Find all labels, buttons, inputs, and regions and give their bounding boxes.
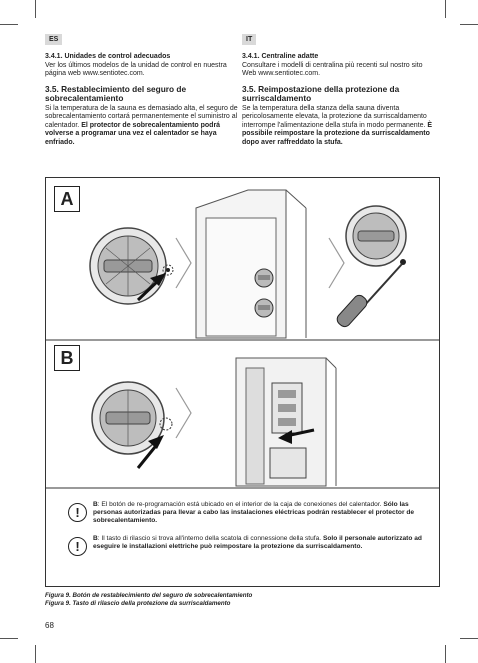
it-section-341 (242, 53, 435, 79)
es-section-35-title: 3.5. Restablecimiento del seguro de sobrecalentamiento (45, 83, 187, 103)
note-es-prefix: B (93, 501, 98, 508)
figure-frame (45, 177, 440, 587)
es-section-341 (45, 53, 238, 79)
panel-label-a: A (54, 186, 80, 212)
es-section-341-title: 3.4.1. Unidades de control adecuados (45, 53, 171, 60)
note-it-text: : Il tasto di rilascio si trova all'interno della scatola di connessione della stufa. (97, 535, 322, 542)
figure-caption-it: Figura 9. Tasto di rilascio della protezione da surriscaldamento (45, 599, 231, 607)
junction-box-b (236, 358, 336, 486)
screwdriver-icon (335, 264, 402, 329)
column-it (242, 53, 435, 153)
knob-illustration-a2 (346, 206, 406, 266)
panel-label-b: B (54, 345, 80, 371)
crop-mark-br-v (445, 645, 446, 663)
it-section-35-text: Se la temperatura della stanza della sauna diventa pericolosamente elevata, la protezione da surriscaldamento interrompe l'alimentazione della stufa in modo permanente. (242, 104, 427, 129)
figure-caption (45, 592, 252, 607)
figure-caption-es: Figura 9. Botón de restablecimiento del seguro de sobrecalentamiento (45, 592, 253, 599)
es-section-35-text: Si la temperatura de la sauna es demasiado alta, el seguro de sobrecalentamiento cortará permanentemente el suministro al calentador. (45, 104, 238, 129)
crop-mark-tl-v (35, 0, 36, 18)
it-section-35-bold: È possibile reimpostare la protezione da surriscaldamento dopo aver raffreddato la stufa. (242, 121, 433, 146)
crop-mark-br-h (460, 638, 478, 639)
crop-mark-bl-v (35, 645, 36, 663)
it-section-341-text: Consultare i modelli di centralina più recenti sul nostro sito Web www.sentiotec.com. (242, 61, 423, 77)
page-number: 68 (45, 621, 54, 630)
crop-mark-tr-v (445, 0, 446, 18)
language-tag-es: ES (45, 34, 62, 45)
es-section-35-bold: El protector de sobrecalentamiento podrá volverse a programar una vez el calentador se haya enfriado. (45, 121, 221, 146)
note-es-bold: Sólo las personas autorizadas para llevar a cabo las instalaciones eléctricas podrán restablecer el protector de sobrecalentamiento. (93, 501, 415, 524)
knob-illustration-a (90, 228, 166, 304)
it-section-35-title: 3.5. Reimpostazione della protezione da surriscaldamento (242, 83, 400, 103)
note-it-bold: Solo il personale autorizzato ad eseguire le installazioni elettriche può reimpostare la protezione da surriscaldamento. (93, 535, 422, 550)
crop-mark-bl-h (0, 638, 18, 639)
language-tag-it: IT (242, 34, 256, 45)
warning-icon-es: ! (68, 503, 87, 522)
es-section-35-body (45, 105, 238, 148)
sequence-chevron-a2 (329, 238, 344, 288)
es-section-341-text: Ver los últimos modelos de la unidad de control en nuestra página web www.sentiotec.com. (45, 61, 227, 77)
heater-cabinet-a (196, 190, 306, 338)
it-section-341-title: 3.4.1. Centraline adatte (242, 53, 319, 60)
it-section-35-body (242, 105, 435, 148)
reset-hole-dot-a (166, 268, 170, 272)
warning-icon-it: ! (68, 537, 87, 556)
column-es (45, 53, 238, 153)
crop-mark-tl-h (0, 24, 18, 25)
sequence-chevron-b1 (176, 388, 191, 438)
crop-mark-tr-h (460, 24, 478, 25)
note-it (93, 535, 428, 551)
sequence-chevron-a1 (176, 238, 191, 288)
note-it-prefix: B (93, 535, 98, 542)
note-es-text: : El botón de re-programación está ubicado en el interior de la caja de conexiones del calentador. (97, 501, 382, 508)
note-es (93, 501, 428, 525)
